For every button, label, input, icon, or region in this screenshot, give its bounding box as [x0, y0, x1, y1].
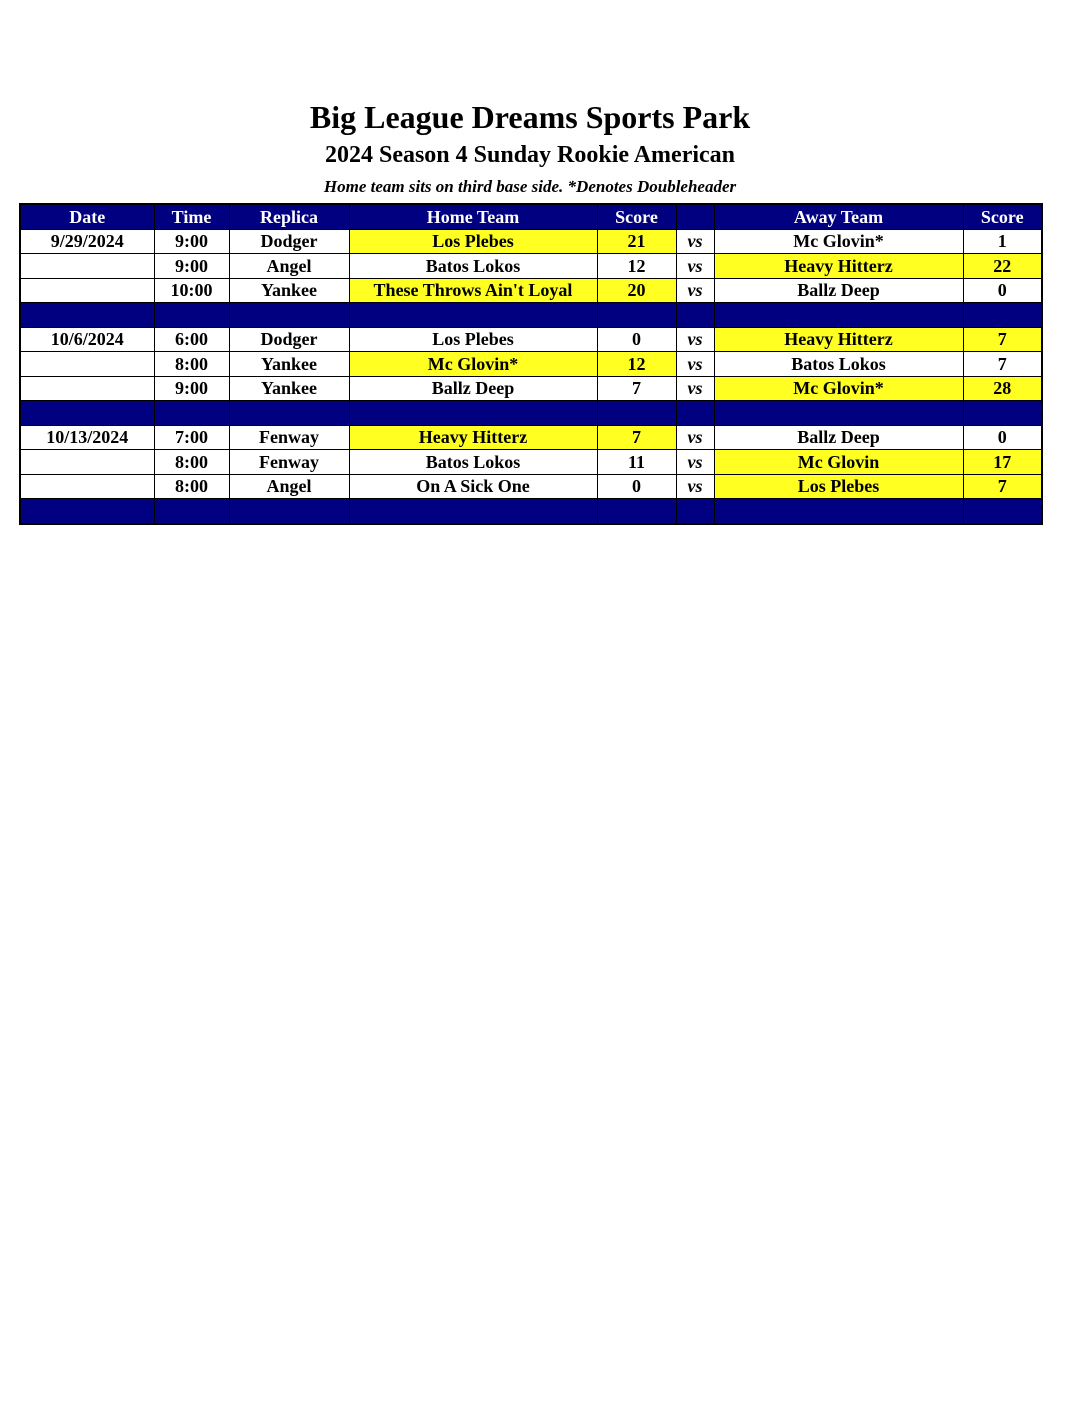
cell-home-team: Los Plebes [349, 327, 597, 352]
table-row [20, 450, 1042, 475]
cell-vs: vs [676, 450, 714, 475]
cell-date: 10/13/2024 [20, 425, 154, 450]
cell-home-team: These Throws Ain't Loyal [349, 278, 597, 303]
col-header-home-team: Home Team [349, 204, 597, 229]
cell-home-score: 20 [597, 278, 676, 303]
cell-home-score: 0 [597, 327, 676, 352]
cell-home-team: Batos Lokos [349, 450, 597, 475]
cell-time: 6:00 [154, 327, 229, 352]
cell-away-team: Mc Glovin [714, 450, 963, 475]
cell-time: 8:00 [154, 352, 229, 377]
cell-replica: Dodger [229, 229, 349, 254]
separator-cell [154, 401, 229, 426]
separator-cell [154, 303, 229, 328]
cell-time: 7:00 [154, 425, 229, 450]
cell-time: 10:00 [154, 278, 229, 303]
cell-vs: vs [676, 278, 714, 303]
cell-home-team: Batos Lokos [349, 254, 597, 279]
cell-home-score: 7 [597, 376, 676, 401]
separator-cell [676, 499, 714, 524]
cell-away-team: Heavy Hitterz [714, 254, 963, 279]
separator-cell [963, 401, 1042, 426]
cell-date [20, 278, 154, 303]
cell-away-score: 1 [963, 229, 1042, 254]
cell-replica: Yankee [229, 376, 349, 401]
page-subtitle: 2024 Season 4 Sunday Rookie American [324, 142, 736, 168]
col-header-away-team: Away Team [714, 204, 963, 229]
separator-cell [714, 401, 963, 426]
page-title: Big League Dreams Sports Park [309, 99, 751, 135]
col-header-away-score: Score [963, 204, 1042, 229]
cell-vs: vs [676, 327, 714, 352]
separator-cell [714, 499, 963, 524]
cell-away-score: 17 [963, 450, 1042, 475]
cell-away-score: 7 [963, 327, 1042, 352]
cell-date [20, 474, 154, 499]
col-header-time: Time [154, 204, 229, 229]
separator-cell [963, 303, 1042, 328]
separator-row [20, 303, 1042, 328]
cell-home-score: 11 [597, 450, 676, 475]
cell-date [20, 254, 154, 279]
separator-cell [154, 499, 229, 524]
cell-away-score: 22 [963, 254, 1042, 279]
cell-away-team: Ballz Deep [714, 278, 963, 303]
separator-cell [597, 401, 676, 426]
cell-vs: vs [676, 376, 714, 401]
cell-home-score: 12 [597, 352, 676, 377]
col-header-date: Date [20, 204, 154, 229]
separator-cell [349, 303, 597, 328]
separator-cell [597, 499, 676, 524]
table-row [20, 352, 1042, 377]
cell-home-score: 21 [597, 229, 676, 254]
cell-away-team: Mc Glovin* [714, 376, 963, 401]
cell-replica: Angel [229, 254, 349, 279]
table-row [20, 425, 1042, 450]
cell-replica: Fenway [229, 425, 349, 450]
cell-away-score: 0 [963, 425, 1042, 450]
separator-cell [714, 303, 963, 328]
cell-replica: Angel [229, 474, 349, 499]
cell-away-team: Batos Lokos [714, 352, 963, 377]
cell-time: 9:00 [154, 376, 229, 401]
cell-away-score: 28 [963, 376, 1042, 401]
table-row [20, 278, 1042, 303]
separator-cell [676, 303, 714, 328]
separator-cell [963, 499, 1042, 524]
separator-cell [597, 303, 676, 328]
cell-date [20, 450, 154, 475]
cell-away-score: 7 [963, 474, 1042, 499]
schedule-table [19, 203, 1043, 525]
table-row [20, 254, 1042, 279]
separator-row [20, 401, 1042, 426]
col-header-home-score: Score [597, 204, 676, 229]
cell-time: 8:00 [154, 474, 229, 499]
cell-away-score: 7 [963, 352, 1042, 377]
separator-cell [20, 401, 154, 426]
cell-home-score: 0 [597, 474, 676, 499]
separator-cell [229, 499, 349, 524]
cell-date [20, 352, 154, 377]
cell-away-team: Mc Glovin* [714, 229, 963, 254]
cell-time: 9:00 [154, 229, 229, 254]
separator-row [20, 499, 1042, 524]
table-row [20, 474, 1042, 499]
cell-vs: vs [676, 229, 714, 254]
cell-vs: vs [676, 474, 714, 499]
cell-replica: Fenway [229, 450, 349, 475]
cell-home-score: 7 [597, 425, 676, 450]
separator-cell [229, 401, 349, 426]
cell-home-team: Ballz Deep [349, 376, 597, 401]
cell-date: 9/29/2024 [20, 229, 154, 254]
cell-home-team: Mc Glovin* [349, 352, 597, 377]
separator-cell [20, 499, 154, 524]
cell-home-team: On A Sick One [349, 474, 597, 499]
cell-vs: vs [676, 425, 714, 450]
cell-vs: vs [676, 352, 714, 377]
cell-time: 9:00 [154, 254, 229, 279]
cell-home-team: Los Plebes [349, 229, 597, 254]
table-row [20, 376, 1042, 401]
cell-home-team: Heavy Hitterz [349, 425, 597, 450]
col-header-replica: Replica [229, 204, 349, 229]
schedule-body [20, 229, 1042, 524]
cell-replica: Yankee [229, 352, 349, 377]
separator-cell [349, 499, 597, 524]
table-row [20, 229, 1042, 254]
cell-vs: vs [676, 254, 714, 279]
cell-away-team: Los Plebes [714, 474, 963, 499]
cell-date: 10/6/2024 [20, 327, 154, 352]
separator-cell [20, 303, 154, 328]
table-row [20, 327, 1042, 352]
schedule-note: Home team sits on third base side. *Denotes Doubleheader [323, 177, 737, 196]
cell-time: 8:00 [154, 450, 229, 475]
cell-replica: Yankee [229, 278, 349, 303]
cell-home-score: 12 [597, 254, 676, 279]
separator-cell [676, 401, 714, 426]
cell-date [20, 376, 154, 401]
col-header-vs [676, 204, 714, 229]
cell-away-score: 0 [963, 278, 1042, 303]
header-row [20, 204, 1042, 229]
separator-cell [229, 303, 349, 328]
separator-cell [349, 401, 597, 426]
cell-away-team: Ballz Deep [714, 425, 963, 450]
cell-replica: Dodger [229, 327, 349, 352]
cell-away-team: Heavy Hitterz [714, 327, 963, 352]
